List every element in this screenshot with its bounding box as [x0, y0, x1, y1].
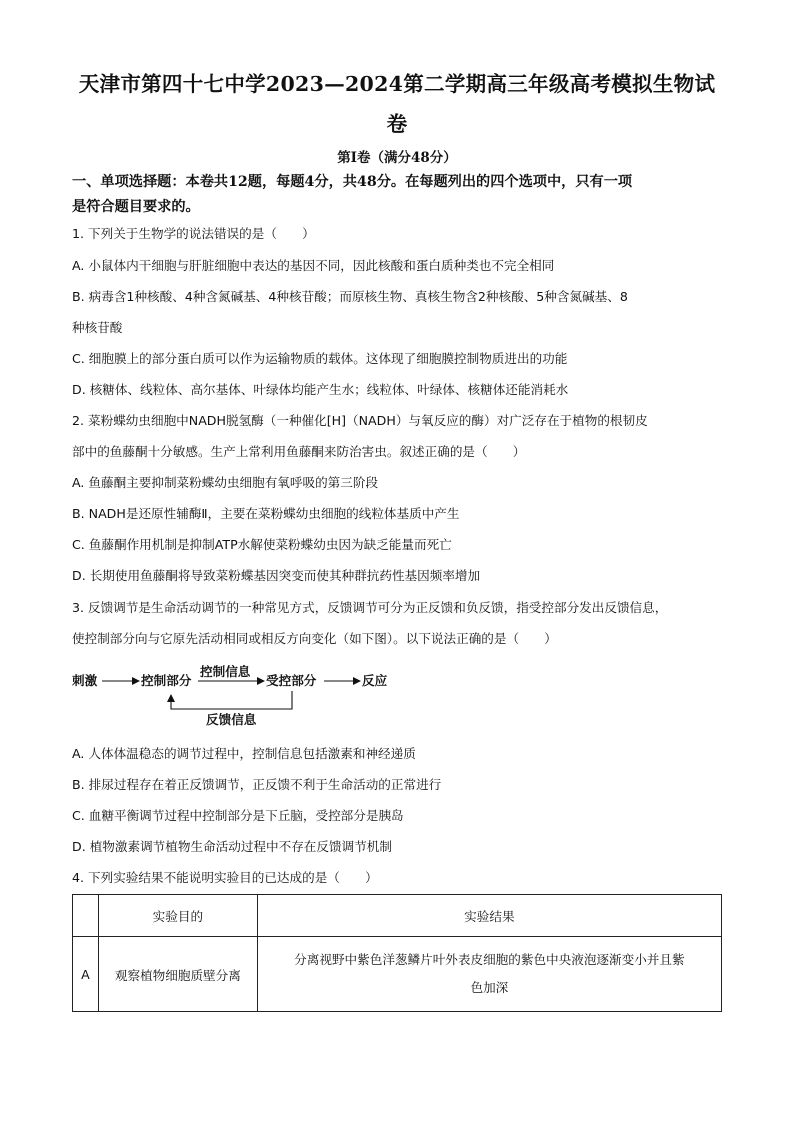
question-2-stem-line-2: 部中的鱼藤酮十分敏感。生产上常利用鱼藤酮来防治害虫。叙述正确的是（ ） [72, 444, 526, 459]
question-3-option-c: C. 血糖平衡调节过程中控制部分是下丘脑，受控部分是胰岛 [72, 808, 404, 823]
question-2-option-c: C. 鱼藤酮作用机制是抑制ATP水解使菜粉蝶幼虫因为缺乏能量而死亡 [72, 537, 452, 552]
diagram-feedback-info-label: 反馈信息 [206, 712, 257, 727]
question-2-option-d: D. 长期使用鱼藤酮将导致菜粉蝶基因突变而使其种群抗药性基因频率增加 [72, 568, 481, 583]
instructions-line-2: 是符合题目要求的。 [72, 199, 200, 215]
question-2-option-b: B. NADH是还原性辅酶Ⅱ，主要在菜粉蝶幼虫细胞的线粒体基质中产生 [72, 506, 460, 521]
table-row-result [257, 937, 721, 1012]
question-3-stem-line-2: 使控制部分向与它原先活动相同或相反方向变化（如下图）。以下说法正确的是（ ） [72, 631, 557, 646]
diagram-control-info-label: 控制信息 [200, 664, 251, 679]
question-3-option-a: A. 人体体温稳态的调节过程中，控制信息包括激素和神经递质 [72, 746, 416, 761]
table-row-result-line-2: 色加深 [470, 980, 509, 995]
question-1-option-a: A. 小鼠体内干细胞与肝脏细胞中表达的基因不同，因此核酸和蛋白质种类也不完全相同 [72, 258, 555, 273]
instructions-line-1: 一、单项选择题：本卷共12题，每题4分，共48分。在每题列出的四个选项中，只有一项 [72, 174, 633, 190]
question-4-stem: 4. 下列实验结果不能说明实验目的已达成的是（ ） [72, 870, 378, 885]
section-instructions [72, 170, 732, 220]
question-3-stem-line-1: 3. 反馈调节是生命活动调节的一种常见方式，反馈调节可分为正反馈和负反馈，指受控部分发出反馈信息， [72, 600, 668, 615]
table-header-purpose: 实验目的 [98, 895, 257, 937]
question-1-option-d: D. 核糖体、线粒体、高尔基体、叶绿体均能产生水；线粒体、叶绿体、核糖体还能消耗水 [72, 382, 569, 397]
feedback-diagram [70, 660, 410, 730]
table-row-purpose: 观察植物细胞质壁分离 [98, 937, 257, 1012]
question-1-option-b-line-1: B. 病毒含1种核酸、4种含氮碱基、4种核苷酸；而原核生物、真核生物含2种核酸、5种含氮碱基、8 [72, 289, 628, 304]
exam-title-line-2: 卷 [386, 112, 408, 136]
question-1-option-c: C. 细胞膜上的部分蛋白质可以作为运输物质的载体。这体现了细胞膜控制物质进出的功能 [72, 351, 568, 366]
arrow-feedback-loop [171, 691, 292, 709]
table-row-result-line-1: 分离视野中紫色洋葱鳞片叶外表皮细胞的紫色中央液泡逐渐变小并且紫 [294, 952, 685, 967]
exam-title [72, 64, 722, 144]
diagram-stimulus-label: 刺激 [72, 673, 98, 688]
diagram-response-label: 反应 [362, 673, 388, 688]
question-1-option-b-line-2: 种核苷酸 [72, 320, 123, 335]
question-2-option-a: A. 鱼藤酮主要抑制菜粉蝶幼虫细胞有氧呼吸的第三阶段 [72, 475, 379, 490]
table-row [73, 937, 722, 1012]
table-header-index [73, 895, 99, 937]
question-1-stem: 1. 下列关于生物学的说法错误的是（ ） [72, 226, 315, 241]
question-2-stem-line-1: 2. 菜粉蝶幼虫细胞中NADH脱氢酶（一种催化[H]（NADH）与氧反应的酶）对广泛存在于植物的根韧皮 [72, 413, 648, 428]
diagram-controlled-label: 受控部分 [266, 673, 317, 688]
section-heading: 第Ⅰ卷（满分48分） [337, 150, 457, 166]
table-header-result: 实验结果 [257, 895, 721, 937]
table-row-result-text [258, 946, 721, 1002]
question-3-option-d: D. 植物激素调节植物生命活动过程中不存在反馈调节机制 [72, 839, 392, 854]
exam-title-line-1: 天津市第四十七中学2023—2024第二学期高三年级高考模拟生物试 [78, 72, 716, 96]
table-header-row [73, 895, 722, 937]
table-row-label: A [73, 937, 99, 1012]
diagram-control-label: 控制部分 [141, 673, 192, 688]
question-3-option-b: B. 排尿过程存在着正反馈调节，正反馈不利于生命活动的正常进行 [72, 777, 442, 792]
experiment-table [72, 894, 722, 1012]
